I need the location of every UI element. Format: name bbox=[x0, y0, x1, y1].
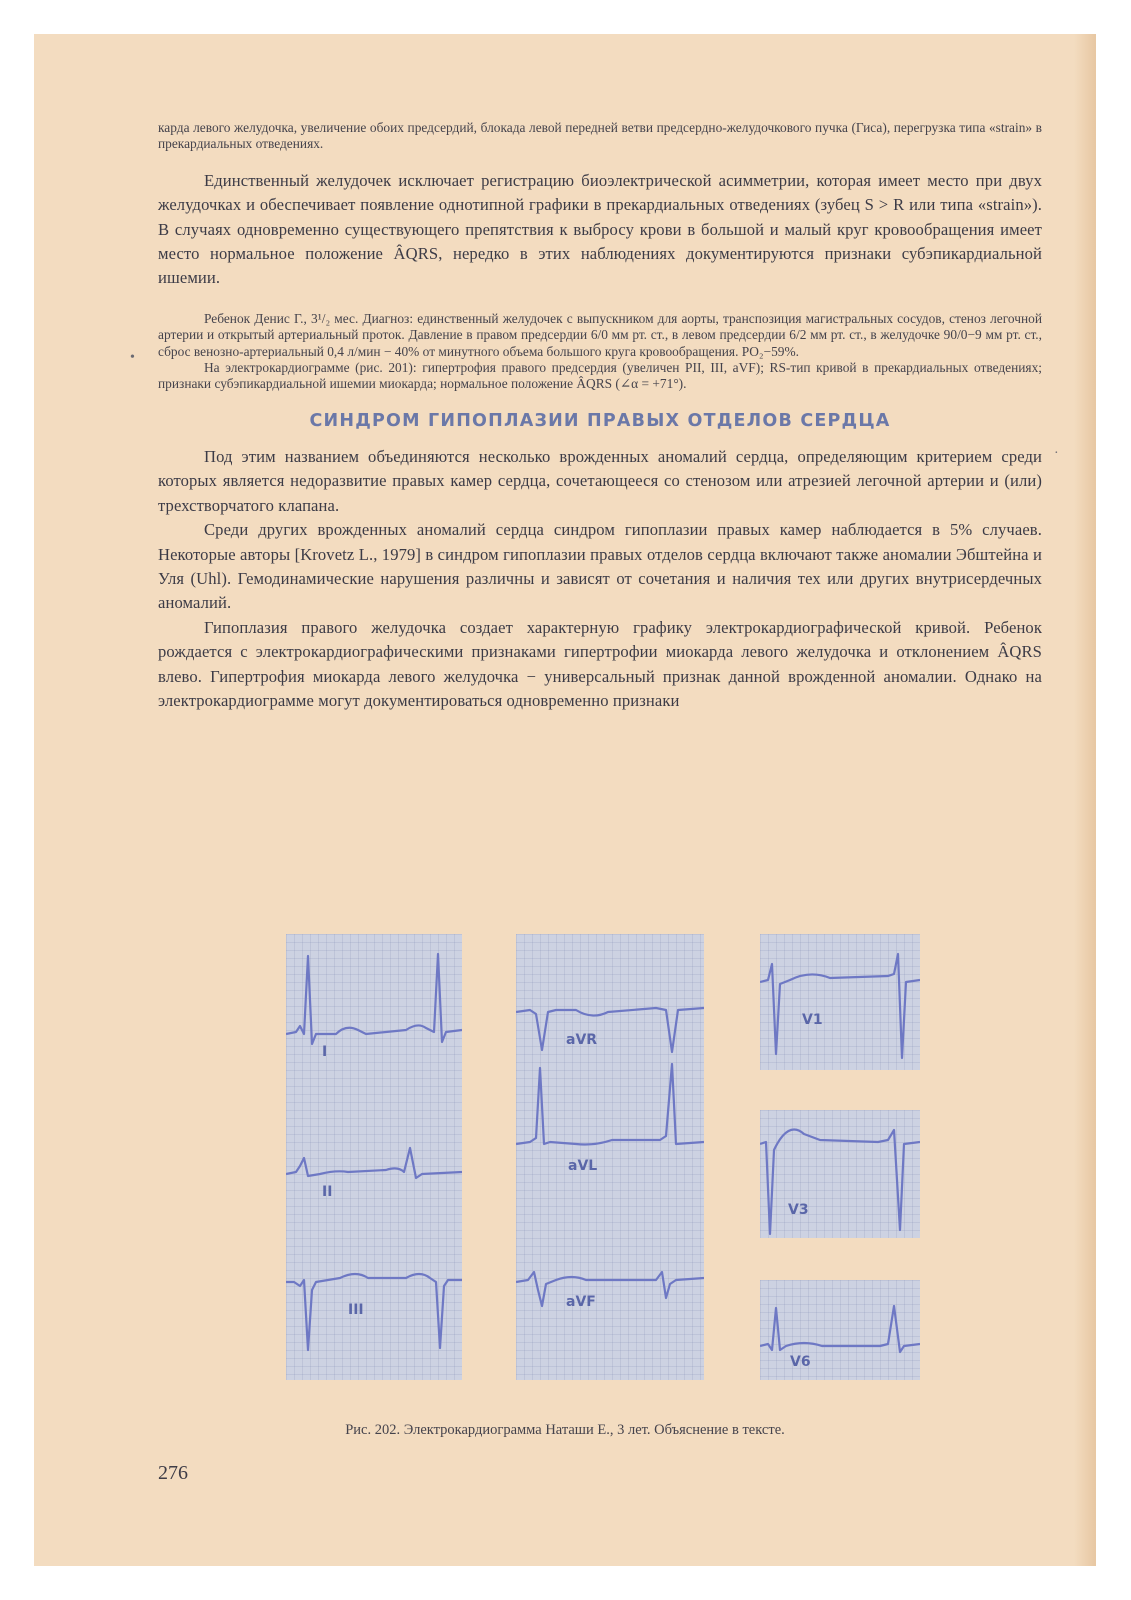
lead-label-avr: aVR bbox=[566, 1032, 598, 1048]
lead-label-avl: aVL bbox=[568, 1158, 598, 1174]
margin-dot: • bbox=[130, 350, 135, 365]
lead-label-v1: V1 bbox=[802, 1012, 823, 1028]
ecg-panel-v3 bbox=[760, 1110, 920, 1238]
lead-label-v6: V6 bbox=[790, 1354, 811, 1370]
lead-label-v3: V3 bbox=[788, 1202, 809, 1218]
ecg-trace-v6 bbox=[760, 1280, 920, 1380]
ecg-trace-v3 bbox=[760, 1110, 920, 1238]
lead-label-avf: aVF bbox=[566, 1294, 596, 1310]
ecg-trace-v1 bbox=[760, 934, 920, 1070]
text-column bbox=[158, 120, 1042, 713]
lead-label-ii: II bbox=[322, 1184, 333, 1200]
ecg-panel-limb bbox=[286, 934, 462, 1380]
figure-caption: Рис. 202. Электрокардиограмма Наташи Е., 3 лет. Объяснение в тексте. bbox=[345, 1422, 785, 1438]
ecg-trace-limb bbox=[286, 934, 462, 1380]
ecg-panel-v6 bbox=[760, 1280, 920, 1380]
case-report-ecg: На электрокардиограмме (рис. 201): гипертрофия правого предсердия (увеличен PII, III, aVF); RS-тип кривой в прекардиальных отведениях; признаки субэпикардиальной ишемии миокарда; нормальное положение ÂQRS (∠α = +71°). bbox=[158, 360, 1042, 392]
section-heading: СИНДРОМ ГИПОПЛАЗИИ ПРАВЫХ ОТДЕЛОВ СЕРДЦА bbox=[309, 410, 891, 431]
page-edge-shadow bbox=[1074, 34, 1096, 1566]
ecg-panel-augmented bbox=[516, 934, 704, 1380]
paragraph-ecg-features: Гипоплазия правого желудочка создает характерную графику электрокардиографической кривой. Ребенок рождается с электрокардиографическими признаками гипертрофии миокарда левого желудочка и отклонением ÂQRS влево. Гипертрофия миокарда левого желудочка − универсальный признак данной врожденной аномалии. Однако на электрокардиограмме могут документироваться одновременно признаки bbox=[158, 617, 1042, 710]
case-report-diagnosis: Ребенок Денис Г., 3¹/₂ мес. Диагноз: единственный желудочек с выпускником для аорты, транспозиция магистральных сосудов, стеноз легочной артерии и открытый артериальный проток. Давление в правом предсердии 6/0 мм рт. ст., в левом предсердии 6/2 мм рт. ст., в желудочке 90/0−9 мм рт. ст., сброс венозно-артериальный 0,4 л/мин − 40% от минутного объема большого круга кровообращения. PO₂−59%. bbox=[158, 310, 1042, 359]
book-page bbox=[34, 34, 1096, 1566]
ecg-panel-v1 bbox=[760, 934, 920, 1070]
lead-label-iii: III bbox=[348, 1302, 364, 1318]
lead-label-i: I bbox=[322, 1044, 328, 1060]
ecg-trace-augmented bbox=[516, 934, 704, 1380]
paragraph-single-ventricle: Единственный желудочек исключает регистрацию биоэлектрической асимметрии, которая имеет место при двух желудочках и обеспечивает появление однотипной графики в прекардиальных отведениях (зубец S > R или типа «strain»). В случаях одновременно существующего препятствия к выбросу крови в большой и малый круг кровообращения имеет место нормальное положение ÂQRS, нередко в этих наблюдениях документируются признаки субэпикардиальной ишемии. bbox=[158, 170, 1042, 288]
margin-dot: · bbox=[1054, 446, 1059, 461]
paragraph-incidence: Среди других врожденных аномалий сердца синдром гипоплазии правых камер наблюдается в 5% случаев. Некоторые авторы [Krovetz L., 1979] в синдром гипоплазии правых отделов сердца включают также аномалии Эбштейна и Уля (Uhl). Гемодинамические нарушения различны и зависят от сочетания и наличия тех или других внутрисердечных аномалий. bbox=[158, 520, 1042, 613]
page-number: 276 bbox=[158, 1462, 188, 1484]
ecg-figure bbox=[286, 934, 946, 1404]
paragraph-definition: Под этим названием объединяются несколько врожденных аномалий сердца, определяющим критерием среди которых является недоразвитие правых камер сердца, сочетающееся со стенозом или атрезией легочной артерии и (или) трехстворчатого клапана. bbox=[158, 446, 1042, 515]
paragraph-continuation: карда левого желудочка, увеличение обоих предсердий, блокада левой передней ветви предсердно-желудочкового пучка (Гиса), перегрузка типа «strain» в прекардиальных отведениях. bbox=[158, 120, 1042, 152]
